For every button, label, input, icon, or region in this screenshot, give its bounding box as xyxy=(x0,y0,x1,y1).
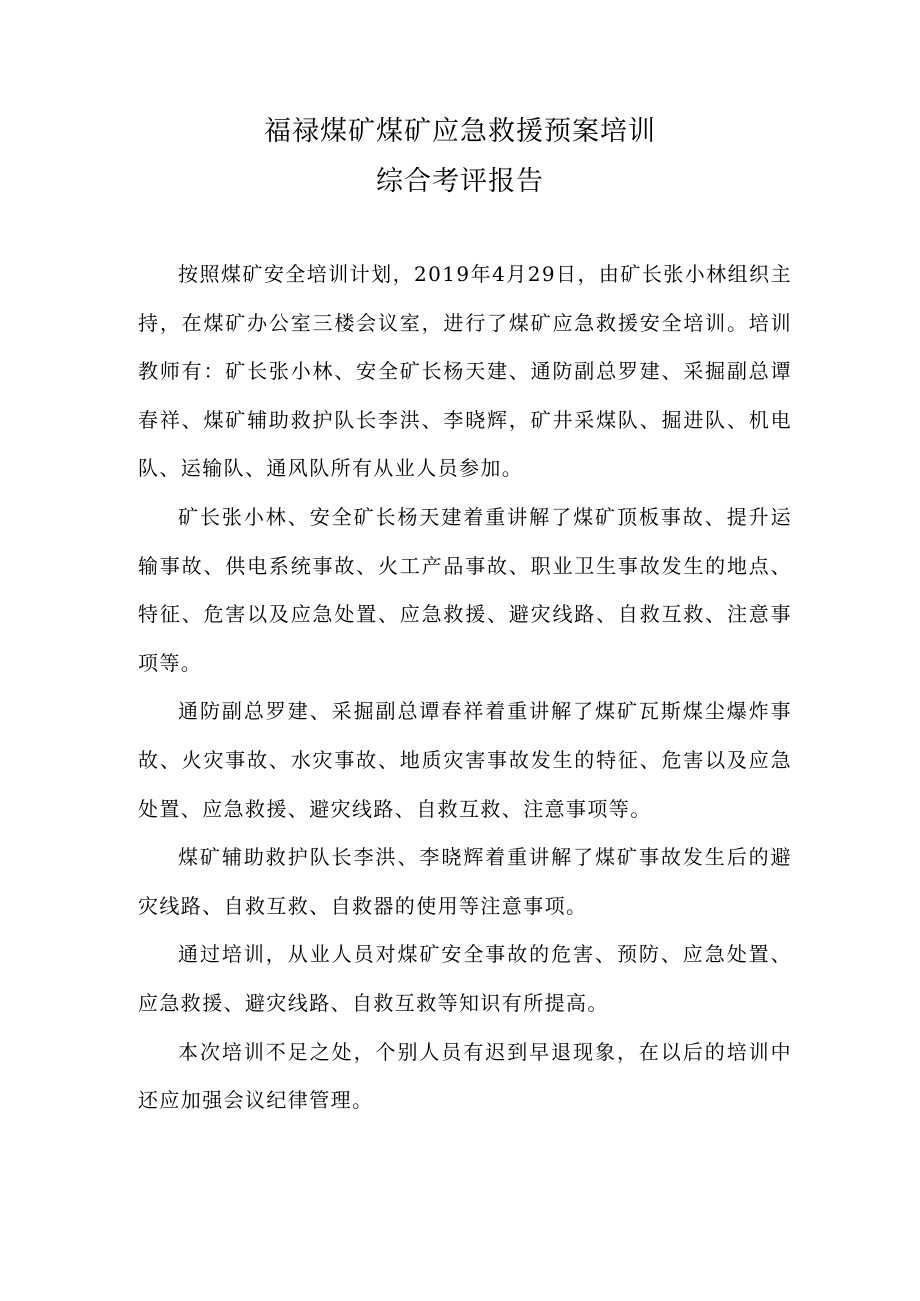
paragraph-rescue-team-lecture: 煤矿辅助救护队长李洪、李晓辉着重讲解了煤矿事故发生后的避灾线路、自救互救、自救器的使用等注意事项。 xyxy=(138,845,792,918)
paragraph-training-result: 通过培训，从业人员对煤矿安全事故的危害、预防、应急处置、应急救援、避灾线路、自救互救等知识有所提高。 xyxy=(138,942,792,1015)
paragraph-training-overview: 按照煤矿安全培训计划，2019年4月29日，由矿长张小林组织主持，在煤矿办公室三楼会议室，进行了煤矿应急救援安全培训。培训教师有：矿长张小林、安全矿长杨天建、通防副总罗建、采掘副总谭春祥、煤矿辅助救护队长李洪、李晓辉，矿井采煤队、掘进队、机电队、运输队、通风队所有从业人员参加。 xyxy=(138,262,792,481)
document-body xyxy=(138,250,792,1125)
document-subtitle: 综合考评报告 xyxy=(376,166,544,197)
paragraph-ventilation-lecture: 通防副总罗建、采掘副总谭春祥着重讲解了煤矿瓦斯煤尘爆炸事故、火灾事故、水灾事故、地质灾害事故发生的特征、危害以及应急处置、应急救援、避灾线路、自救互救、注意事项等。 xyxy=(138,699,792,821)
paragraph-shortcomings: 本次培训不足之处，个别人员有迟到早退现象，在以后的培训中还应加强会议纪律管理。 xyxy=(138,1039,792,1113)
document-title: 福禄煤矿煤矿应急救援预案培训 xyxy=(264,116,656,147)
paragraph-mine-director-lecture: 矿长张小林、安全矿长杨天建着重讲解了煤矿顶板事故、提升运输事故、供电系统事故、火工产品事故、职业卫生事故发生的地点、特征、危害以及应急处置、应急救援、避灾线路、自救互救、注意事项等。 xyxy=(138,504,792,675)
